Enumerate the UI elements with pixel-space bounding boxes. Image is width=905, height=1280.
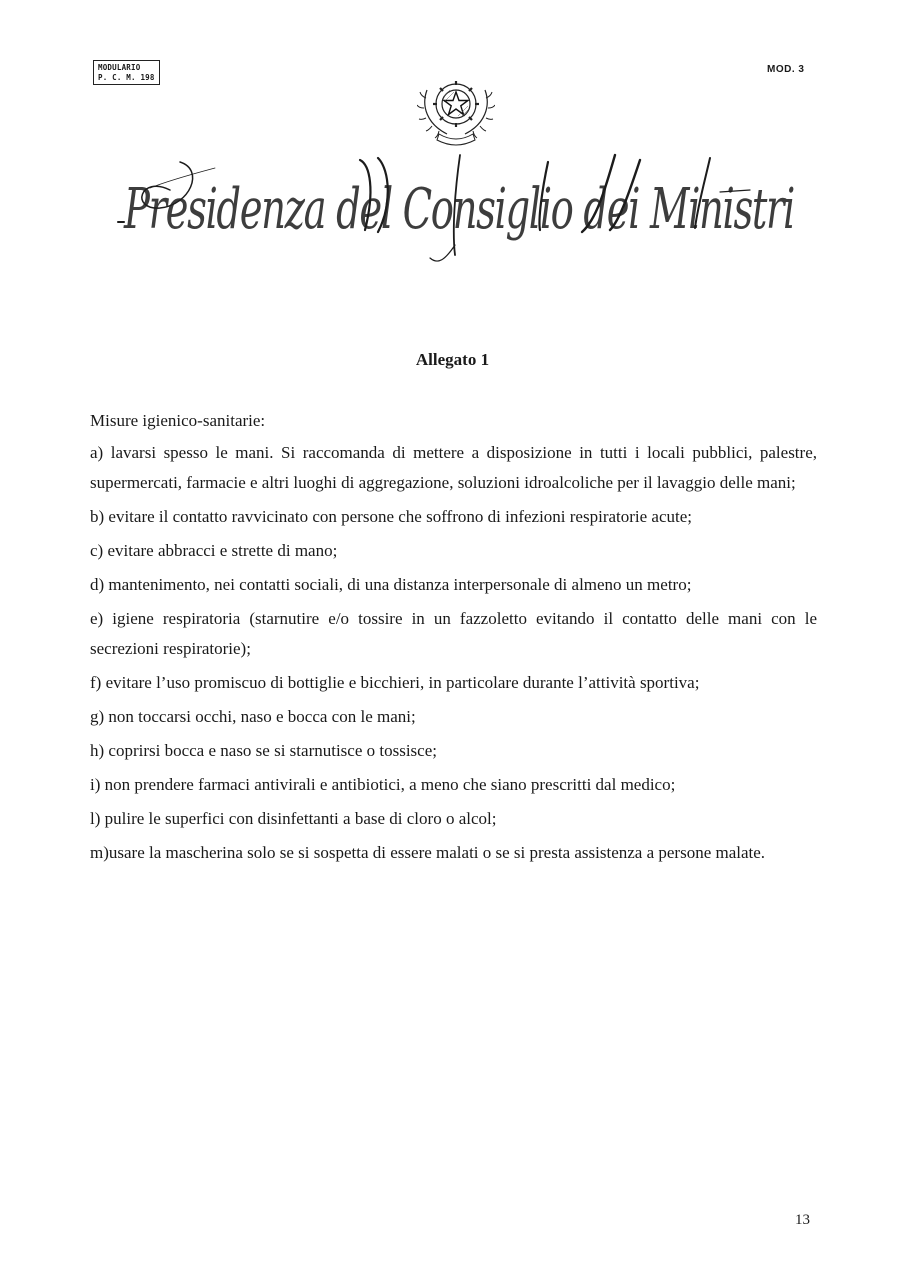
modulario-line2: P. C. M. 198	[98, 73, 155, 82]
list-item: l) pulire le superfici con disinfettanti a base di cloro o alcol;	[90, 809, 497, 828]
list-item: e) igiene respiratoria (starnutire e/o tossire in un fazzoletto evitando il contatto delle mani con le secrezioni respiratorie);	[90, 609, 817, 658]
svg-text:Presidenza del Consiglio dei M: Presidenza del Consiglio dei Ministri	[123, 177, 795, 242]
list-item: d) mantenimento, nei contatti sociali, di una distanza interpersonale di almeno un metro;	[90, 575, 692, 594]
modulario-line1: MODULARIO	[98, 63, 141, 72]
list-item: i) non prendere farmaci antivirali e antibiotici, a meno che siano prescritti dal medico;	[90, 775, 676, 794]
page-number: 13	[795, 1212, 810, 1228]
list-item: b) evitare il contatto ravvicinato con persone che soffrono di infezioni respiratorie acute;	[90, 507, 693, 526]
list-item: c) evitare abbracci e strette di mano;	[90, 541, 338, 560]
document-title: Allegato 1	[415, 350, 490, 369]
list-item: g) non toccarsi occhi, naso e bocca con le mani;	[90, 707, 416, 726]
republic-emblem-icon	[417, 68, 495, 148]
intro-text: Misure igienico-sanitarie:	[90, 411, 266, 430]
modulario-stamp	[93, 60, 160, 85]
list-item: a) lavarsi spesso le mani. Si raccomanda di mettere a disposizione in tutti i locali pubblici, palestre, supermercati, farmacie e altri luoghi di aggregazione, soluzioni idroalcoliche per il lavaggio delle mani;	[90, 443, 817, 492]
institution-script-heading	[110, 150, 810, 265]
document-body	[90, 406, 817, 872]
list-item: f) evitare l’uso promiscuo di bottiglie e bicchieri, in particolare durante l’attività sportiva;	[90, 673, 700, 692]
list-item: m)usare la mascherina solo se si sospetta di essere malati o se si presta assistenza a persone malate.	[90, 843, 766, 862]
mod-code: MOD. 3	[767, 64, 805, 75]
list-item: h) coprirsi bocca e naso se si starnutisce o tossisce;	[90, 741, 437, 760]
